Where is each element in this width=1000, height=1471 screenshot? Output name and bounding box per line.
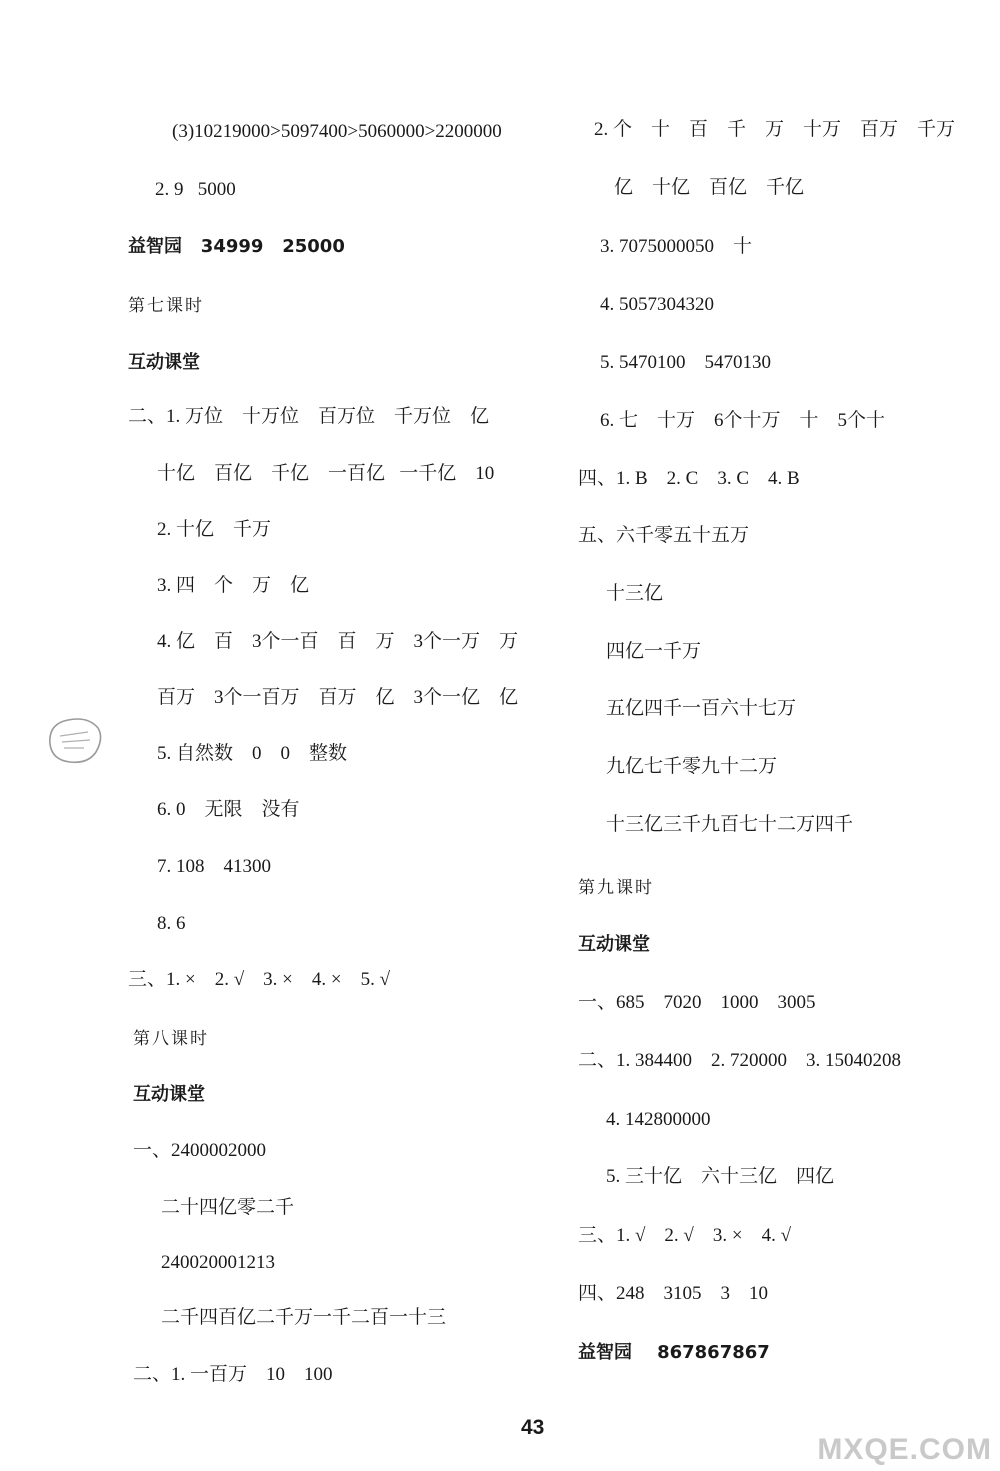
right-line-21: 四、248 3105 3 10	[578, 1283, 769, 1304]
lesson-8-heading: 第八课时	[133, 1029, 209, 1049]
lesson-9-heading: 第九课时	[578, 878, 654, 898]
left-line-2: 2. 9 5000	[155, 179, 236, 200]
right-line-17: 二、1. 384400 2. 720000 3. 15040208	[578, 1050, 902, 1071]
left-line-13: 6. 0 无限 没有	[157, 799, 300, 820]
right-line-1: 2. 个 十 百 千 万 十万 百万 千万	[594, 119, 956, 140]
right-line-9: 十三亿	[606, 583, 664, 604]
right-line-13: 十三亿三千九百七十二万四千	[606, 814, 854, 835]
left-line-14: 7. 108 41300	[157, 856, 271, 877]
watermark: MXQE.COM	[817, 1433, 992, 1466]
right-line-4: 4. 5057304320	[600, 294, 714, 315]
right-line-5: 5. 5470100 5470130	[600, 352, 771, 373]
left-section-heading-1: 互动课堂	[128, 352, 200, 373]
right-line-10: 四亿一千万	[606, 641, 702, 662]
page-number: 43	[521, 1416, 545, 1439]
left-line-6: 二、1. 万位 十万位 百万位 千万位 亿	[128, 406, 490, 427]
right-line-20: 三、1. √ 2. √ 3. × 4. √	[578, 1225, 791, 1246]
right-line-12: 九亿七千零九十二万	[606, 756, 778, 777]
left-line-22: 二千四百亿二千万一千二百一十三	[161, 1307, 447, 1328]
left-line-12: 5. 自然数 0 0 整数	[157, 743, 348, 764]
right-line-3: 3. 7075000050 十	[600, 236, 753, 257]
lesson-7-heading: 第七课时	[128, 296, 204, 316]
right-line-2: 亿 十亿 百亿 千亿	[614, 177, 805, 198]
left-line-10: 4. 亿 百 3个一百 百 万 3个一万 万	[157, 631, 519, 652]
left-section-heading-2: 互动课堂	[133, 1084, 205, 1105]
left-line-19: 一、2400002000	[133, 1140, 267, 1161]
left-line-8: 2. 十亿 千万	[157, 519, 272, 540]
right-section-heading: 互动课堂	[578, 934, 650, 955]
right-line-7: 四、1. B 2. C 3. C 4. B	[578, 468, 800, 489]
stamp-icon	[44, 714, 106, 768]
right-line-6: 6. 七 十万 6个十万 十 5个十	[600, 410, 886, 431]
right-line-16: 一、685 7020 1000 3005	[578, 992, 816, 1013]
left-line-3: 益智园 34999 25000	[128, 236, 345, 257]
right-line-22: 益智园 867867867	[578, 1342, 770, 1363]
left-line-9: 3. 四 个 万 亿	[157, 575, 310, 596]
left-line-16: 三、1. × 2. √ 3. × 4. × 5. √	[128, 969, 391, 990]
left-line-21: 240020001213	[161, 1252, 275, 1273]
right-line-18: 4. 142800000	[606, 1109, 711, 1130]
left-line-23: 二、1. 一百万 10 100	[133, 1364, 333, 1385]
left-line-1: (3)10219000>5097400>5060000>2200000	[172, 121, 502, 142]
left-line-11: 百万 3个一百万 百万 亿 3个一亿 亿	[157, 687, 519, 708]
left-line-15: 8. 6	[157, 913, 186, 934]
right-line-8: 五、六千零五十五万	[578, 525, 750, 546]
right-line-11: 五亿四千一百六十七万	[606, 698, 797, 719]
left-line-7: 十亿 百亿 千亿 一百亿 一千亿 10	[157, 463, 495, 484]
right-line-19: 5. 三十亿 六十三亿 四亿	[606, 1166, 835, 1187]
left-line-20: 二十四亿零二千	[161, 1197, 295, 1218]
